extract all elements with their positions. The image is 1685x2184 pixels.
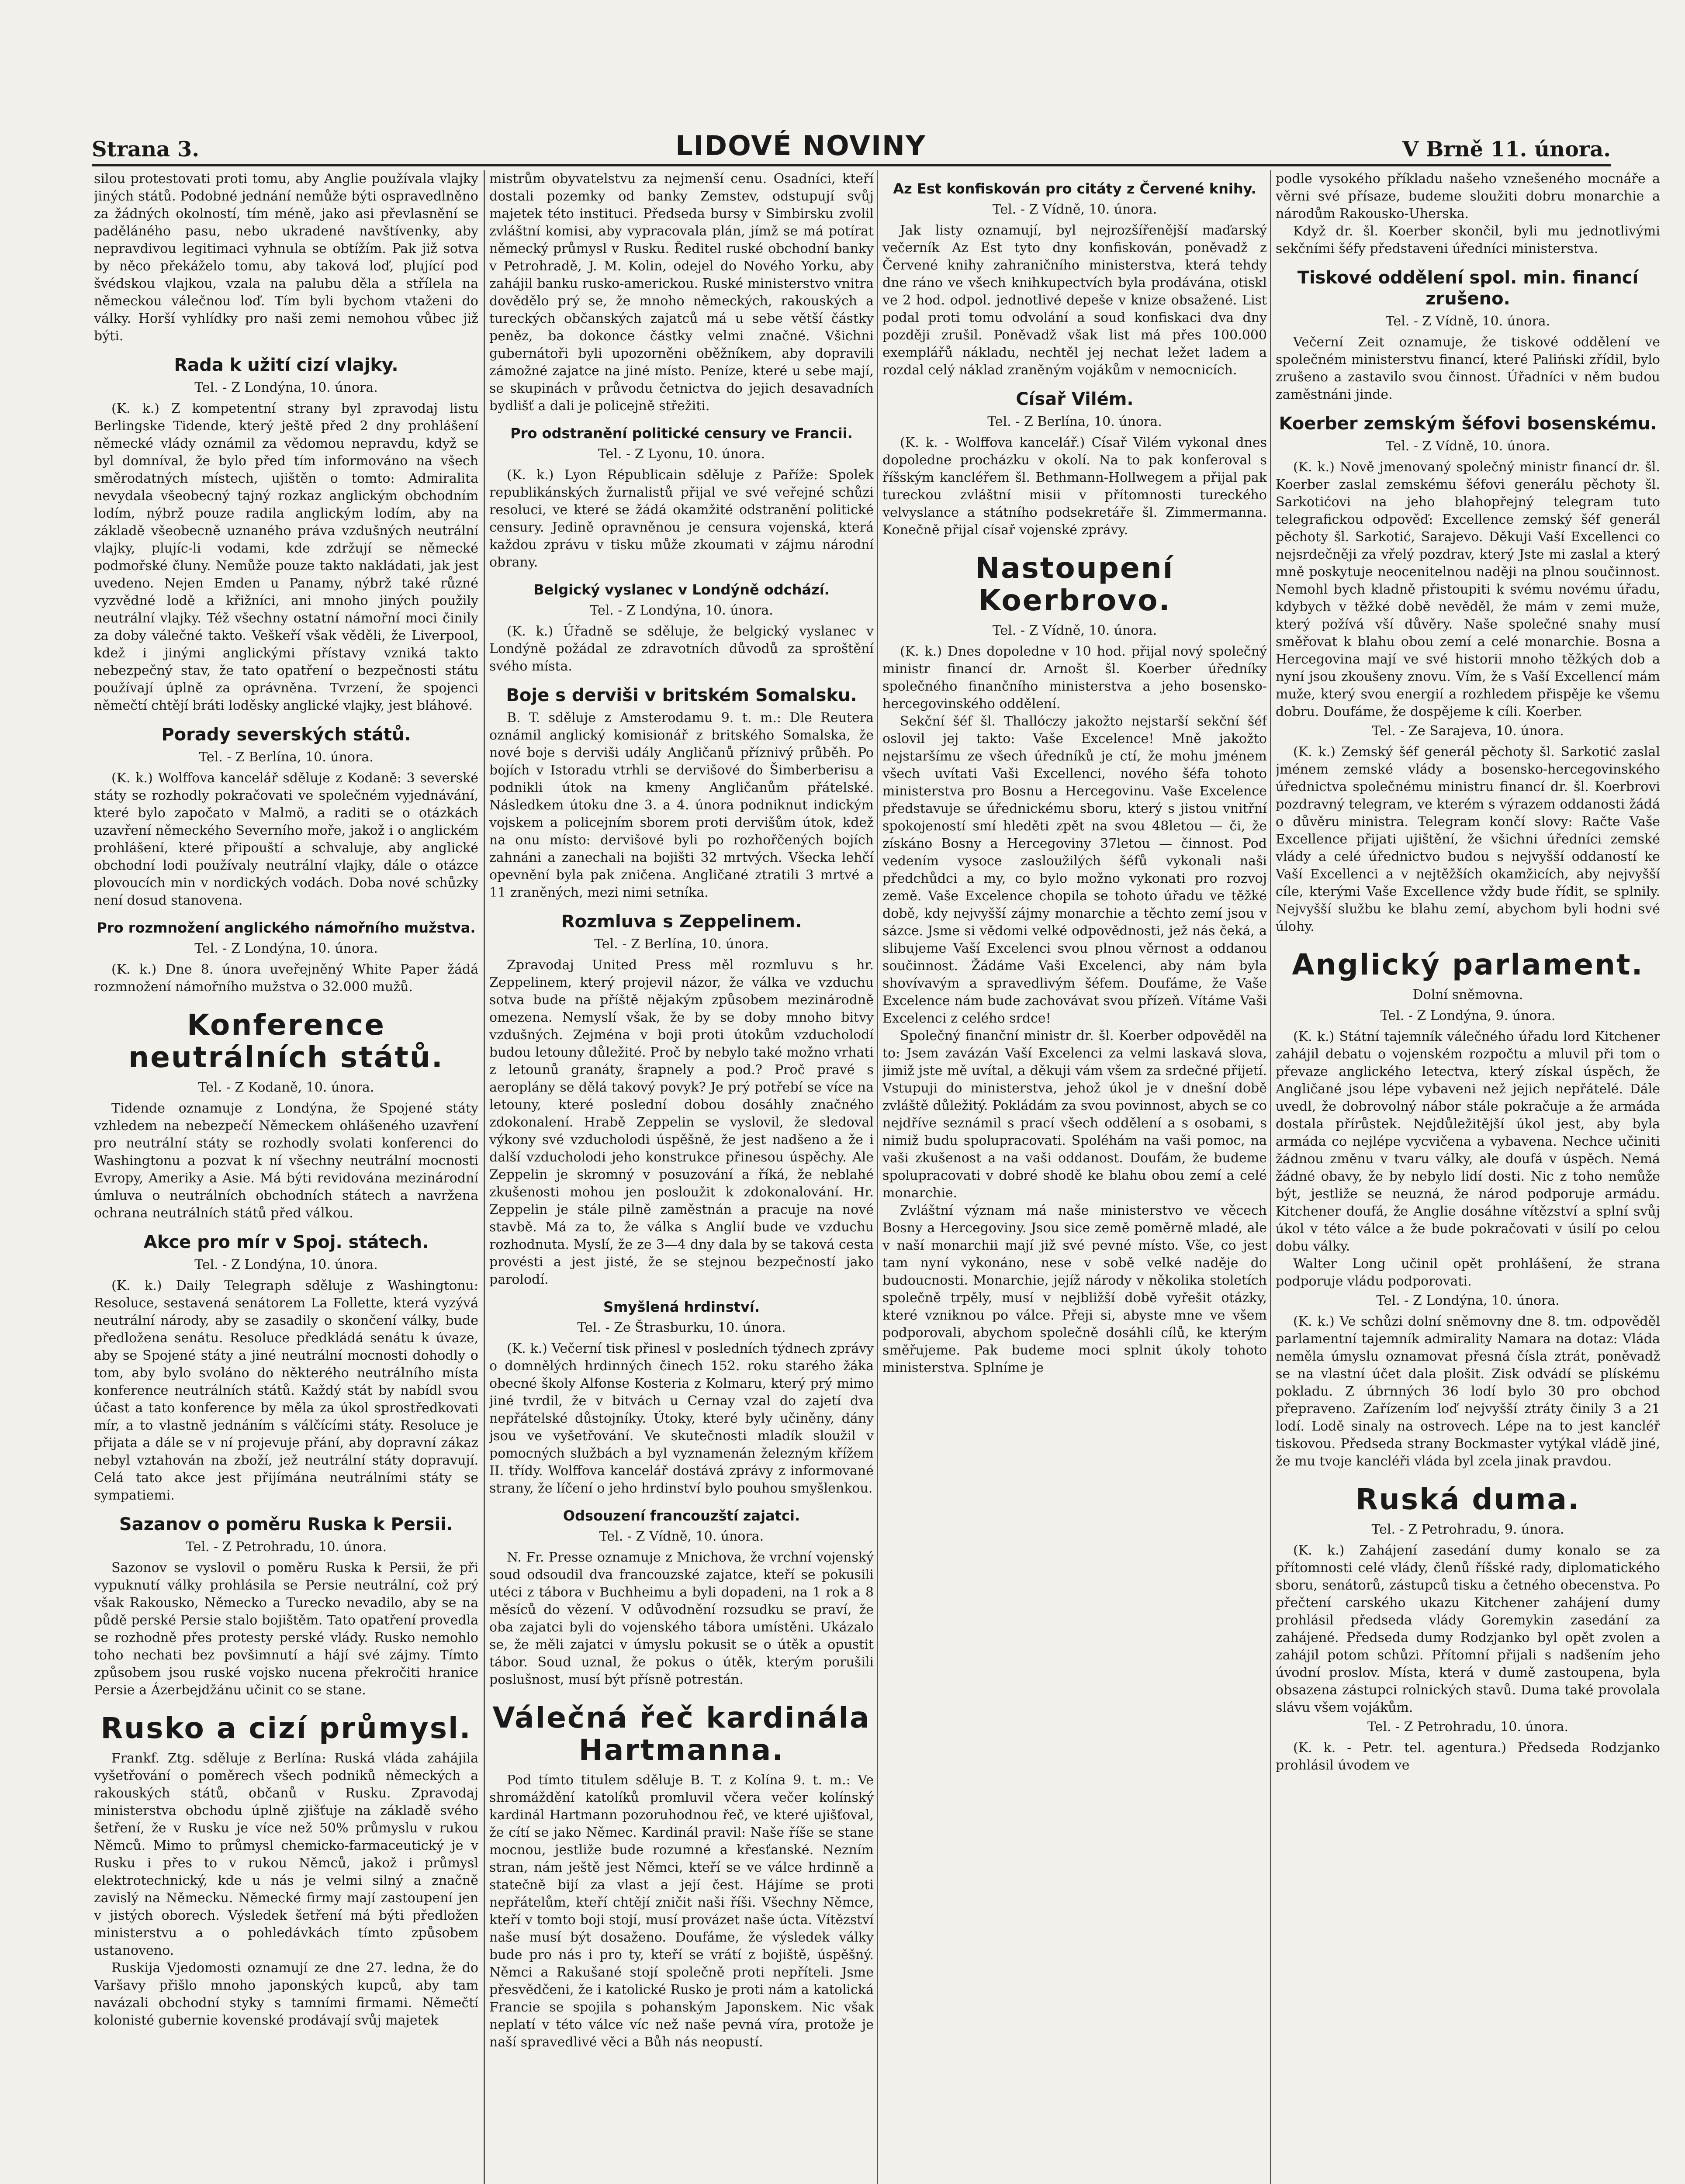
masthead-title: LIDOVÉ NOVINY xyxy=(675,130,926,162)
continued-text: mistrům obyvatelstvu za nejmenší cenu. Osadníci, kteří dostali pozemky od banky Zemstev, odstupují svůj majetek této instituci. Předseda bursy v Simbirsku zvolil zvláštní komisi, aby vypracovala plán, jímž se má potírat německý průmysl v Rusku. Ředitel ruské obchodní banky v Petrohradě, J. M. Kolin, odejel do Nového Yorku, aby zahájil banku rusko-americkou. Ruské ministerstvo vnitra dovědělo prý se, že mnoho německých, rakouských a tureckých občanských zajatců má u sebe větší částky peněz, ba dokonce částky velmi značné. Všichni gubernátoři byli upozorněni oběžníkem, aby dopravili zámožné zajatce na jiné místo. Peníze, které u sebe mají, se skupinách v průvodu četnictva do jejich desavadních bydlišť a dali je policejně střežiti. xyxy=(489,171,874,414)
article-paragraph: Ruskija Vjedomosti oznamují ze dne 27. ledna, že do Varšavy přišlo mnoho japonských kupců, aby tam navázali obchodní styky s tamními firmami. Němečtí kolonisté gubernie kovenské prodávají svůj majetek xyxy=(94,1960,478,2028)
article-paragraph: Zpravodaj United Press měl rozmluvu s hr. Zeppelinem, který projevil názor, že válka ve vzduchu sotva bude na příště nějakým způsobem mezinárodně omezena. Nemyslí však, že by se doby mnoho bitvy vzdušných. Zejména v boji proti útokům vzducholodí budou letouny důležité. Proč by nebylo také možno vrhati z letounů granáty, šrapnely a pod.? Proč pravé s aeroplány se dělá takový povyk? Je prý potřebí se více na letouny, které poslední dobou dosáhly značného zdokonalení. Hrabě Zeppelin se vyslovil, že sledoval výkony své vzducholodi úspěšně, že jest nadšeno a že i další vzducholodi jeho konstrukce přinesou úspěchy. Ale Zeppelin je skromný v posuzování a říká, že neblahé zkušenosti mohou jen posloužit k zdokonalování. Hr. Zeppelin je stále pilně zaměstnán a pracuje na nové stavbě. Má za to, že válka s Anglií bude ve vzduchu rozhodnuta. Myslí, že ze 3—4 dny dala by se taková cesta provésti a jest jisté, že se stejnou bezpečností jako parolodí. xyxy=(489,957,874,1287)
article-headline: Smyšlená hrdinství. xyxy=(603,1299,760,1315)
dateline: Tel. - Z Vídně, 10. února. xyxy=(1385,439,1550,454)
article-headline: Nastoupení Koerbrovo. xyxy=(975,551,1174,617)
article-headline: Konference neutrálních států. xyxy=(128,1008,444,1074)
continued-text: silou protestovati proti tomu, aby Anglie používala vlajky jiných států. Podobné jednání nemůže býti ospravedlněno za žádných okolností, tím méně, jako asi převlasnění se paděláného pasu, nebo ukradené navštívenky, aby nepravdivou legitimaci vyhnula se obtížím. Pak již sotva by něco překáželo tomu, aby taková loď, plující pod švédskou vlajkou, vzala na palubu děla a střílela na německou válečnou loď. Tím byli bychom vtaženi do války. Horší vyhlídky pro naši zemi nemohou vůbec již býti. xyxy=(94,171,478,344)
article-headline: Pro rozmnožení anglického námořního mužstva. xyxy=(97,919,476,936)
dateline: Tel. - Ze Štrasburku, 10. února. xyxy=(577,1320,786,1335)
dateline: Tel. - Z Kodaně, 10. února. xyxy=(198,1080,374,1095)
article-paragraph: Tidende oznamuje z Londýna, že Spojené státy vzhledem na nebezpečí Německem ohlášeného uzavření pro neutrální státy se rozhodly svolati konferenci do Washingtonu a pozvat k ní všechny neutrální mocnosti Evropy, Ameriky a Asie. Má býti revidována mezinárodní úmluva o neutrálních obchodních státech a navržena ochrana neutrálních států před válkou. xyxy=(94,1101,478,1221)
article-headline: Válečná řeč kardinála Hartmanna. xyxy=(492,1701,871,1767)
dateline: Tel. - Z Vídně, 10. února. xyxy=(992,202,1157,217)
dateline: Tel. - Z Lyonu, 10. února. xyxy=(598,446,765,462)
article-paragraph: Zvláštní význam má naše ministerstvo ve věcech Bosny a Hercegoviny. Jsou sice země poměrně mladé, ale v naší monarchii mají již své pevné místo. Vše, co jest tam nyní vykonáno, nese v sobě velké naděje do budoucnosti. Monarchie, jejíž národy v několika stoletích společně trpěly, musí v nejbližší době vyřešit otázky, které vzniknou po válce. Přeji si, abyste mne ve všem podporovali, abychom společně dosáhli cílů, ke kterým směřujeme. Pak budeme moci splnit úkoly tohoto ministerstva. Splníme je xyxy=(882,1203,1267,1375)
article-paragraph: B. T. sděluje z Amsterodamu 9. t. m.: Dle Reutera oznámil anglický komisionář z britského Somalska, že nové boje s derviši udály Angličanů příznivý průběh. Po bojích v Istoradu vtrhli se dervišové do Šimberberisu a podnikli útok na kmeny Angličanům přátelské. Následkem útoku dne 3. a 4. února podniknut indickým vojskem a policejním sborem proti dervišům útok, kdež na onu místo: dervišové byli po rozhořčených bojích zahnáni a zanechali na bojišti 32 mrtvých. Všecka lehčí opevnění byla pak zničena. Angličané ztratili 3 mrtvé a 11 zraněných, mezi nimi setníka. xyxy=(489,710,874,900)
article-paragraph: Frankf. Ztg. sděluje z Berlína: Ruská vláda zahájila vyšetřování o poměrech všech podniků německých a rakouských států, občanů v Rusku. Zpravodaj ministerstva obchodu úplně zjišťuje na základě svého šetření, že v Rusku je více než 50% průmyslu v rukou Němců. Mimo to průmysl chemicko-farmaceutický je v Rusku i přes to v rukou Němců, jakož i průmysl elektrotechnický, kde u nás je velmi silný a značně zavislý na Německu. Německé firmy mají zastoupení jen v jistých oborech. Výsledek šetření má býti předložen ministerstvu a o pohledávkách tímto způsobem ustanoveno. xyxy=(94,1751,478,1958)
subheading: Dolní sněmovna. xyxy=(1412,987,1523,1002)
article-paragraph: (K. k.) Dnes dopoledne v 10 hod. přijal nový společný ministr financí dr. Arnošt šl. Koerber úředníky společného finančního ministerstva a jeho bosensko-hercegovinského oddělení. xyxy=(882,644,1267,712)
dateline: Tel. - Ze Sarajeva, 10. února. xyxy=(1372,723,1564,739)
article-paragraph: (K. k.) Wolffova kancelář sděluje z Kodaně: 3 severské státy se rozhodly pokračovati ve společném vyjednávání, které bylo započato v Malmö, a raditi se o otázkách uzavření německého Severního moře, jakož i o anglickém prohlášení, které připouští a schvaluje, aby anglické obchodní lodi používaly neutrální vlajky, dále o otázce plovoucích min v nordických vodách. Doba nové schůzky není dosud stanovena. xyxy=(94,771,478,908)
dateline: Tel. - Z Londýna, 9. února. xyxy=(1380,1008,1556,1023)
continued-text: podle vysokého příkladu našeho vznešeného mocnáře a věrni své přísaze, budeme sloužiti dobru monarchie a národům Rakousko-Uherska. xyxy=(1276,171,1660,221)
dateline: Tel. - Z Petrohradu, 10. února. xyxy=(1367,1719,1569,1735)
article-paragraph: Pod tímto titulem sděluje B. T. z Kolína 9. t. m.: Ve shromáždění katolíků promluvil včera večer kolínský kardinál Hartmann pozoruhodnou řeč, ve které ujišťoval, že cítí se jako Němec. Kardinál pravil: Naše říše se stane mocnou, jestliže bude rozumné a křesťanské. Nezním stran, nám ještě jest Němci, kteří se ve válce hrdinně a statečně bijí za vlast a její čest. Hájíme se proti nepřátelům, kteří chtějí zničit naši říši. Všechny Němce, kteří v tomto boji stojí, musí provázet naše úcta. Vítězství naše musí být dosaženo. Doufáme, že výsledek války bude pro nás i pro ty, kteří se vrátí z bojiště, úspěšný. Němci a Rakušané stojí společně proti nepříteli. Jsme přesvědčeni, že i katolické Rusko je proti nám a katolická Francie se spojila s pohanským Japonskem. Nic však neplatí v této válce víc než naše pevná víra, protože je naší spravedlivé věci a Bůh nás neopustí. xyxy=(489,1773,874,2050)
article-headline: Císař Vilém. xyxy=(1016,389,1134,409)
dateline: Tel. - Z Berlína, 10. února. xyxy=(594,936,769,952)
column-rule xyxy=(484,170,485,2184)
dateline: Tel. - Z Londýna, 10. února. xyxy=(590,603,773,618)
article-headline: Koerber zemským šéfovi bosenskému. xyxy=(1279,414,1657,434)
article-paragraph: Večerní Zeit oznamuje, že tiskové oddělení ve společném ministerstvu financí, které Paliński zřídil, bylo zrušeno a zastavilo svou činnost. Úřadníci v něm budou zaměstnáni jinde. xyxy=(1276,335,1660,402)
article-paragraph: Jak listy oznamují, byl nejrozšířenější maďarský večerník Az Est tyto dny konfiskován, poněvadž z Červené knihy zahraničního ministerstva, která tehdy dne ráno ve všech knihkupectvích byla prodávána, otiskl ve 2 hod. odpol. jednotlivé depeše v knize obsažené. List podal proti tomu odvolání a soud konfiskaci dva dny později zrušil. Poněvadž však list má přes 100.000 exemplářů nákladu, nechtěl jej nechat ležet ladem a rozdal celý náklad zraněným vojákům v nemocnicích. xyxy=(882,223,1267,378)
article-paragraph: (K. k.) Úřadně se sděluje, že belgický vyslanec v Londýně požádal ze zdravotních důvodů za sproštění svého místa. xyxy=(489,624,874,674)
page-header xyxy=(92,131,1611,166)
page-number: Strana 3. xyxy=(92,137,200,162)
dateline: Tel. - Z Londýna, 10. února. xyxy=(194,1257,378,1272)
article-paragraph: Sazonov se vyslovil o poměru Ruska k Persii, že při vypuknutí války prohlásila se Persie neutrální, což prý však Rakousko, Německo a Turecko nevadilo, aby se na půdě perské Persie stalo bojištěm. Tato opatření provedla se rozhodně přes protesty perské vlády. Rusko nemohlo toho nechati bez povšimnutí a hájí své zájmy. Tímto způsobem jsou ruské vojsko nucena překročiti hranice Persie a Ázerbejdžánu učinit co se stane. xyxy=(94,1560,478,1698)
dateline: Tel. - Z Londýna, 10. února. xyxy=(194,941,378,956)
article-headline: Rusko a cizí průmysl. xyxy=(100,1711,472,1745)
article-paragraph: (K. k.) Nově jmenovaný společný ministr financí dr. šl. Koerber zaslal zemskému šéfovi generálu pěchoty šl. Sarkotićovi na jeho blahopřejný telegram tuto telegrafickou odpověď: Excellence zemský šéf generál pěchoty šl. Sarkotić, Sarajevo. Děkuji Vaší Excellenci co nejsrdečněji za vřelý pozdrav, který Jste mi zaslal a který mně poskytuje neocenitelnou naději na plnou součinnost. Nemohl bych kladně přistoupiti k svému novému úřadu, kdybych v těžké době nevěděl, že mám v zemi muže, který požívá vší důvěry. Naše společné snahy musí směřovat k blahu obou zemí a celé monarchie. Bosna a Hercegovina mají ve své historii mnoho těžkých dob a nyní jsou zkoušeny znovu. Vím, že s Vaší Excellencí mám muže, který svou energií a rozhledem přispěje ke všemu dobru. Doufáme, že dospějeme k cíli. Koerber. xyxy=(1276,460,1660,719)
article-paragraph: (K. k.) Dne 8. února uveřejněný White Paper žádá rozmnožení námořního mužstva o 32.000 mužů. xyxy=(94,962,478,995)
column-1 xyxy=(94,170,478,2184)
article-paragraph: (K. k. - Petr. tel. agentura.) Předseda Rodzjanko prohlásil úvodem ve xyxy=(1276,1740,1660,1773)
article-headline: Belgický vyslanec v Londýně odchází. xyxy=(533,581,830,598)
article-headline: Rozmluva s Zeppelinem. xyxy=(561,912,802,932)
dateline: Tel. - Z Londýna, 10. února. xyxy=(1376,1293,1560,1308)
article-headline: Az Est konfiskován pro citáty z Červené knihy. xyxy=(893,180,1256,197)
column-3 xyxy=(882,170,1267,2184)
article-paragraph: (K. k.) Zahájení zasedání dumy konalo se za přítomnosti celé vlády, členů říšské rady, diplomatického sboru, senátorů, zástupců tisku a četného obecenstva. Po přečtení carského ukazu Kitchener zahájení dumy prohlásil předseda vlády Goremykin zasedání za zahájené. Předseda dumy Rodzjanko byl opět zvolen a zahájil potom schůzi. Přítomní přijali s nadšením jeho úvodní proslov. Místa, která v dumě zastoupena, byla obsazena zástupci rolnických stavů. Duma také provolala slávu všem vojákům. xyxy=(1276,1543,1660,1715)
dateline: Tel. - Z Petrohradu, 10. února. xyxy=(185,1539,387,1555)
article-paragraph: Sekční šéf šl. Thallóczy jakožto nejstarší sekční šéf oslovil jej takto: Vaše Excelence! Mně jakožto nejstaršímu ze všech úředníků je ctí, že mohu jménem všech uvítati Vaši Excellenci, nového šéfa tohoto ministerstva pro Bosnu a Hercegovinu. Vaše Excelence představuje se úřednickému sboru, který s jistou vnitřní spokojeností smí hleděti zpět na svou 48letou — či, že získáno Bosny a Hercegoviny 37letou — činnost. Pod vedením vysoce zasloužilých šéfů vykonali naši předchůdci a my, co bylo možno vykonati pro rozvoj země. Vaše Excelence chopila se tohoto úřadu ve těžké době, kdy nejvyšší zájmy monarchie a těchto zemí jsou v sázce. Jsme si vědomi velké odpovědnosti, jež nás čeká, a slibujeme Vaší Excelenci svou plnou věrnost a oddanou součinnost. Žádáme Vaši Excelenci, aby nám byla shovívavým a spravedlivým šéfem. Doufáme, že Vaše Excelence nám bude zachovávat svou přízeň. Vítáme Vaši Excelenci z celého srdce! xyxy=(882,714,1267,1026)
article-headline: Ruská duma. xyxy=(1355,1482,1581,1516)
article-paragraph: N. Fr. Presse oznamuje z Mnichova, že vrchní vojenský soud odsoudil dva francouzské zajatce, kteří se pokusili utéci z tábora v Buchheimu a byli dopadeni, na 1 rok a 8 měsíců do vězení. V odůvodnění rozsudku se praví, že oba zajatci byli do vojenského tábora umístěni. Ukázalo se, že měli zajatci v úmyslu pokusit se o útěk a opustit tábor. Soud uznal, že pokus o útěk, kterým porušili poslušnost, musí být přísně potrestán. xyxy=(489,1550,874,1687)
article-paragraph: (K. k.) Zemský šéf generál pěchoty šl. Sarkotić zaslal jménem zemské vlády a bosensko-hercegovinského úřednictva společnému ministru financí dr. šl. Koerbrovi pozdravný telegram, ve kterém s výrazem oddanosti žádá o důvěru ministra. Telegram končí slovy: Račte Vaše Excellence přijati ujištění, že všichni úředníci zemské vlády a celé úřednictvo budou s nejvyšší oddaností ke Vaší Excellenci a v nejtěžších okamžicích, aby nejvyšší cíle, kterými Vaše Excellence vždy bude řídit, se splnily. Nejvyšší službu ke blahu zemí, abychom byli hodni své úlohy. xyxy=(1276,744,1660,934)
article-headline: Anglický parlament. xyxy=(1292,948,1644,981)
dateline: Tel. - Z Londýna, 10. února. xyxy=(194,380,378,395)
column-2 xyxy=(489,170,874,2184)
article-headline: Pro odstranění politické censury ve Francii. xyxy=(510,425,853,442)
dateline: Tel. - Z Berlína, 10. února. xyxy=(199,750,374,765)
article-paragraph: (K. k. - Wolffova kancelář.) Císař Vilém vykonal dnes dopoledne procházku v okolí. Na to pak konferoval s říšským kancléřem šl. Bethmann-Hollwegem a přijal pak tureckou zvláštní misii v přítomnosti tureckého velvyslance a státního podsekretáře šl. Zimmermanna. Konečně přijal císař vojenské zprávy. xyxy=(882,435,1267,538)
column-rule xyxy=(1270,170,1271,2184)
article-paragraph: (K. k.) Daily Telegraph sděluje z Washingtonu: Resoluce, sestavená senátorem La Follette, která vyzývá neutrální národy, aby se zasadily o skončení války, bude předložena senátu. Resoluce předkládá senátu k úvaze, aby se Spojené státy a jiné neutrální mocnosti dohodly o tom, aby bylo svoláno do některého neutrálního místa konference neutrálních států. Každý stát by nabídl svou účast a tato konference by měla za úkol sprostředkovati mír, a to vlastně jednáním s válčícími státy. Resoluce je přijata a dále se v ní projevuje přání, aby dopravní zákaz nebyl vztahován na zboží, jež neutrální státy dopravují. Celá tato akce jest přijímána neutrálními státy se sympatiemi. xyxy=(94,1278,478,1503)
column-rule xyxy=(877,170,878,2184)
article-paragraph: (K. k.) Státní tajemník válečného úřadu lord Kitchener zahájil debatu o vojenském rozpočtu a mluvil při tom o převaze anglického letectva, který získal úspěch, že Angličané jsou lépe vybaveni než jejich nepřátelé. Dále uvedl, že dobrovolný nábor stále pokračuje a že armáda dostala přírůstek. Nejdůležitější úkol jest, aby byla armáda co nejlépe vycvičena a vybavena. Nechce učiniti žádnou změnu v tvaru války, ale doufá v úspěch. Nemá žádné obavy, že by nebylo lidí dosti. Nic z toho nemůže být, jestliže se neuzná, že národ podporuje armádu. Kitchener doufá, že Anglie dosáhne vítězství a splní svůj úkol v této válce a že bude pokračovati v úsilí po celou dobu války. xyxy=(1276,1029,1660,1254)
article-paragraph: (K. k.) Z kompetentní strany byl zpravodaj listu Berlingske Tidende, který ještě před 2 dny prohlášení německé vlády oznámil za vědomou nepravdu, když se byl domníval, že bylo před tím informováno na všech směrodatných místech, ujištěn o tomto: Admiralita nevydala všeobecný tajný rozkaz anglickým obchodním lodím, nýbrž pouze radila anglickým lodím, aby na základě všeobecně uznaného práva vzdušných neutrální vlajky, plujíc-li vodami, kde zdržují se německé podmořské čluny. Nemůže pouze takto nakládati, jak jest uvedeno. Nejen Emden u Panamy, nýbrž také různé vyzvědné lodě a křižníci, ani mnoho jiných použily neutrální vlajky. Též všechny ostatní námořní moci činily za doby válečné takto. Veškeří však věděli, že Liverpool, kdež i jinými anglickými přístavy vzniká takto nebezpečný stav, že tato opatření o bezpečnosti státu používají úplně za oprávněna. Tvrzení, že spojenci němečtí chtějí bráti loděsky anglické vlajky, jest bláhové. xyxy=(94,401,478,713)
dateline: Tel. - Z Vídně, 10. února. xyxy=(992,623,1157,638)
issue-date: V Brně 11. února. xyxy=(1402,137,1611,162)
article-paragraph: (K. k.) Lyon Républicain sděluje z Paříže: Spolek republikánských žurnalistů přijal ve své veřejné schůzi resoluci, ve které se žádá okamžité odstranění politické censury. Jedině opravněnou je censura vojenská, která každou zprávu v tisku může zkoumati v zájmu národní obrany. xyxy=(489,467,874,570)
dateline: Tel. - Z Vídně, 10. února. xyxy=(1385,314,1550,329)
dateline: Tel. - Z Berlína, 10. února. xyxy=(987,414,1162,429)
dateline: Tel. - Z Petrohradu, 9. února. xyxy=(1371,1522,1564,1537)
column-4 xyxy=(1276,170,1660,2184)
article-headline: Boje s derviši v britském Somalsku. xyxy=(506,685,857,705)
article-paragraph: (K. k.) Večerní tisk přinesl v posledních týdnech zprávy o domnělých hrdinných činech 152. roku starého žáka obecné školy Alfonse Kosteria z Kolmaru, který prý mimo jiné tvrdil, že v bitvách u Cernay vzal do zajetí dva nepřátelské důstojníky. Útoky, které byly učiněny, dány jsou ve vyšetřování. Ve skutečnosti mladík sloužil v pomocných službách a byl vyznamenán železným křížem II. třídy. Wolffova kancelář dostává zprávy z informované strany, že líčení o jeho hrdinství bylo pouhou smyšlenkou. xyxy=(489,1341,874,1496)
article-headline: Akce pro mír v Spoj. státech. xyxy=(143,1232,429,1252)
article-paragraph: Když dr. šl. Koerber skončil, byli mu jednotlivými sekčními šéfy představeni úředníci ministerstva. xyxy=(1276,224,1660,256)
article-paragraph: (K. k.) Ve schůzi dolní sněmovny dne 8. tm. odpověděl parlamentní tajemník admirality Namara na dotaz: Vláda neměla úmyslu oznamovat přesná čísla ztrát, poněvadž se na vlastní účet dala plošit. Zisk odvádí se plískému pokladu. Z úbrnných 36 lodí bylo 30 pro obchod přepraveno. Zařízením loď nejvyšší ztráty činily 3 a 21 lodí. Lodě sinaly na ostrovech. Lépe na to jest kancléř tiskovou. Předseda strany Bockmaster vytýkal vládě jiné, že mu tvoje kancléři vláda byl zcela jinak pravdou. xyxy=(1276,1314,1660,1469)
dateline: Tel. - Z Vídně, 10. února. xyxy=(599,1529,764,1544)
article-headline: Tiskové oddělení spol. min. financí zrušeno. xyxy=(1297,268,1639,309)
article-headline: Odsouzení francouzští zajatci. xyxy=(563,1507,800,1524)
article-paragraph: Společný finanční ministr dr. šl. Koerber odpověděl na to: Jsem zavázán Vaší Excelenci za velmi laskavá slova, jimiž jste mě uvítal, a děkuji vám všem za srdečné přijetí. Vstupuji do ministerstva, jehož úkol je v dnešní době zvláště důležitý. Pokládám za svou povinnost, abych se co nejdříve seznámil s prací všech oddělení a s osobami, s nimiž budu spolupracovati. Spoléhám na vaši pomoc, na vaši zkušenost a na vaši oddanost. Doufám, že budeme spolupracovati v dobré shodě ke blahu obou zemí a celé monarchie. xyxy=(882,1028,1267,1201)
article-paragraph: Walter Long učinil opět prohlášení, že strana podporuje vládu podporovati. xyxy=(1276,1256,1660,1289)
article-headline: Porady severských států. xyxy=(161,725,411,745)
article-headline: Rada k užití cizí vlajky. xyxy=(174,355,398,375)
article-headline: Sazanov o poměru Ruska k Persii. xyxy=(119,1514,453,1534)
